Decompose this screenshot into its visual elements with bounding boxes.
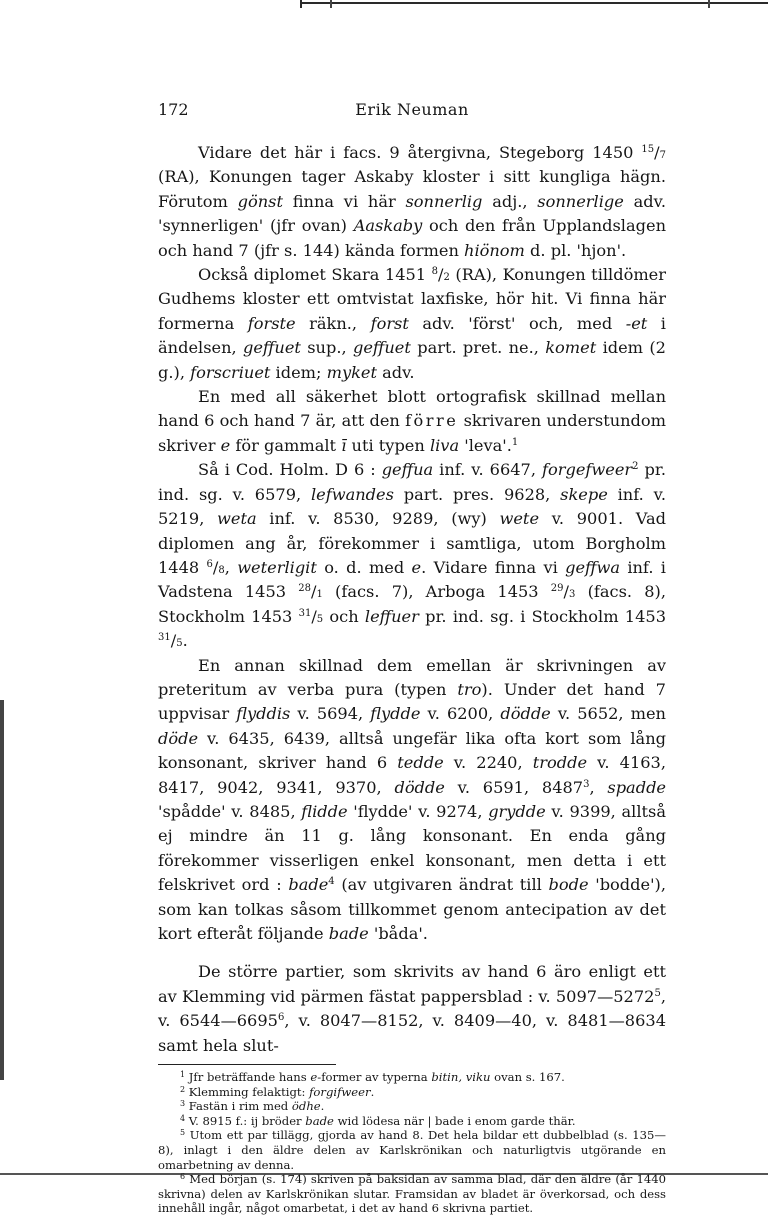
text-run: adj., [482, 191, 538, 211]
footnote [158, 1099, 666, 1114]
text-run: 'flydde' v. 9274, [347, 801, 489, 821]
text-run: inf. v. 8530, 9289, (wy) [256, 509, 500, 529]
italic-term: trodde [532, 753, 588, 773]
italic-term: geffuet [242, 338, 301, 358]
running-header [158, 100, 666, 124]
text-run: 'båda'. [368, 924, 428, 943]
scan-tick [330, 0, 332, 8]
text-run: Klemming felaktigt: [188, 1084, 310, 1099]
text-run: v. 5694, [290, 704, 371, 724]
text-run: v. 4163, 8417, 9042, 9341, 9370, [158, 753, 666, 797]
fraction-part: 5 [654, 987, 661, 999]
fraction-part: 5 [176, 638, 183, 650]
paragraph [158, 960, 666, 1058]
text-run: idem; [270, 362, 327, 382]
text-run: adv. [377, 362, 415, 382]
text-run: / [212, 557, 219, 577]
footnote-number: 4 [180, 1113, 186, 1123]
italic-term: grydde [488, 801, 546, 821]
text-run: / [170, 631, 177, 651]
fraction-part: 7 [659, 150, 666, 161]
italic-term: spadde [607, 777, 667, 797]
paragraph [158, 141, 666, 263]
footnote [158, 1085, 666, 1100]
text-run: och [323, 606, 365, 626]
paragraphs [158, 141, 666, 1058]
text-run: sup., [300, 338, 353, 358]
text-run: finna vi här [282, 191, 406, 211]
text-run: inf. i Vadstena 1453 [158, 557, 666, 602]
text-run: och den från Upplandslagen och hand 7 (jfr s. 144) kända formen [158, 216, 666, 260]
text-run: Fastän i rim med [188, 1099, 292, 1114]
paragraph [158, 458, 666, 653]
text-run: , v. 8047—8152, v. 8409—40, v. 8481—8634 samt hela slut- [158, 1011, 666, 1055]
italic-term: forste [247, 313, 296, 333]
text-run: / [563, 582, 569, 602]
text-run: Så i Cod. Holm. D 6 : [198, 460, 382, 480]
italic-term: flidde [301, 801, 348, 821]
scan-border-top [0, 0, 768, 8]
text-run: 'leva'. [459, 435, 512, 455]
text-run: ovan s. 167. [490, 1070, 565, 1085]
italic-term: liva [429, 435, 460, 455]
fraction-part: 31 [298, 607, 312, 619]
text-run: wid lödesa när | bade i enom garde thär. [333, 1113, 576, 1128]
italic-term: leffuer [364, 606, 419, 626]
text-run: , [589, 777, 608, 797]
text-run: / [311, 606, 317, 626]
text-run: V. 8915 f.: ij bröder [188, 1113, 306, 1128]
italic-term: forgifweer [309, 1084, 371, 1099]
scan-tick [708, 0, 710, 8]
text-run: / [311, 582, 317, 602]
italic-term: forgefweer [541, 460, 633, 480]
text-run: idem (2 g.), [158, 338, 666, 382]
italic-term: flydde [370, 704, 421, 724]
text-run: 'bodde'), som kan tolkas såsom tillkommet genom antecipation av det kort efteråt följande [158, 875, 667, 943]
fraction-part: 6 [206, 558, 213, 570]
italic-term: e [310, 1070, 318, 1085]
paragraph [158, 385, 666, 458]
running-title: Erik Neuman [355, 100, 469, 119]
fraction-part: 5 [316, 613, 324, 625]
fraction-part: 29 [550, 583, 564, 595]
text-run: förre [405, 411, 459, 431]
scan-line [300, 2, 768, 4]
text-run: En annan skillnad dem emellan är skrivningen av preteritum av verba pura (typen [158, 655, 666, 699]
italic-term: forscriuet [190, 362, 271, 382]
text-run: o. d. med [316, 557, 412, 577]
text-run: Jfr beträffande hans [188, 1070, 311, 1085]
text-run: part. pret. ne., [410, 338, 546, 358]
footnote-number: 2 [180, 1084, 186, 1094]
scan-border-left [0, 700, 4, 1080]
text-run: v. 9001. Vad diplomen ang år, förekommer i samtliga, utom Borgholm 1448 [158, 509, 666, 577]
text-run: En med all säkerhet blott ortografisk skillnad mellan hand 6 och hand 7 är, att den [158, 387, 666, 431]
text-run: v. 6200, [420, 704, 501, 724]
text-run: v. 2240, [443, 753, 533, 773]
text-run: (av utgivaren ändrat till [334, 875, 549, 895]
fraction-part: 15 [641, 144, 655, 155]
scan-tick [300, 0, 302, 8]
italic-term: dödde [500, 704, 551, 724]
footnote-number: 3 [180, 1099, 186, 1109]
italic-term: -et [625, 313, 648, 333]
footnote [158, 1114, 666, 1129]
text-run: Utom ett par tillägg, gjorda av hand 8. Det hela bildar ett dubbelblad (s. 135—8), inlagt i den äldre delen av Karlskrönikan och naturligtvis utgörande en omarbetning av denna. [158, 1128, 666, 1172]
italic-term: bade [288, 875, 329, 895]
text-run: , [224, 557, 238, 577]
italic-term: wete [499, 509, 540, 529]
text-run: inf. v. 5219, [158, 484, 666, 529]
text-run: skrivaren understundom skriver [158, 411, 667, 455]
italic-term: bitin, viku [431, 1070, 491, 1085]
text-run: , v. 6544—6695 [158, 986, 666, 1031]
text-run: Också diplomet Skara 1451 [198, 265, 432, 285]
text-run: inf. v. 6647, [433, 460, 542, 480]
fraction-part: 2 [632, 461, 639, 473]
text-run: / [654, 143, 660, 162]
italic-term: bode [548, 875, 589, 895]
italic-term: weta [217, 509, 257, 529]
fraction-part: 8 [431, 266, 439, 278]
text-run: part. pres. 9628, [393, 484, 561, 504]
fraction-part: 31 [158, 632, 171, 644]
text-run: (facs. 7), Arboga 1453 [322, 582, 551, 602]
text-run: (RA), Konungen tilldömer Gudhems kloster ett omtvistat laxfiske, hör hit. Vi finna här formerna [158, 265, 666, 333]
text-run: för gammalt [230, 435, 342, 455]
text-run: v. 9399, alltså ej mindre än 11 g. lång konsonant. En enda gång förekommer visserligen enkel konsonant, men detta i ett felskrivet ord : [158, 801, 666, 895]
text-run: / [438, 265, 444, 285]
text-run: 'spådde' v. 8485, [158, 801, 302, 821]
italic-term: döde [158, 728, 199, 748]
footnote-rule [158, 1064, 336, 1065]
fraction-part: 28 [298, 583, 311, 595]
italic-term: skepe [560, 484, 608, 504]
text-run: pr. ind. sg. i Stockholm 1453 [418, 606, 666, 626]
italic-term: e [220, 435, 231, 455]
text-run: v. 6435, 6439, alltså ungefär lika ofta kort som lång konsonant, skriver hand 6 [158, 728, 666, 773]
text-run: d. pl. 'hjon'. [524, 240, 627, 260]
text-run: (RA), Konungen tager Askaby kloster i sitt kungliga hägn. Förutom [158, 167, 666, 211]
text-run: . [320, 1099, 325, 1114]
italic-term: e [411, 557, 422, 577]
footnote-number: 6 [180, 1172, 186, 1182]
italic-term: lefwandes [310, 484, 394, 504]
paragraph [158, 654, 666, 947]
italic-term: myket [326, 362, 378, 382]
text-run: v. 6591, 8487 [444, 777, 584, 797]
body-text [158, 141, 666, 1216]
fraction-part: 8 [218, 564, 225, 576]
text-run: Med början (s. 174) skriven på baksidan av samma blad, där den äldre (år 1440 skrivna) delen av Karlskrönikan slutar. Framsidan av bladet är överkorsad, och dess innehåll ingår, något omarbetat, i det av hand 6 skrivna partiet. [158, 1172, 667, 1216]
fraction-part: 1 [511, 436, 519, 448]
text-run: v. 5652, men [550, 704, 666, 724]
fraction-part: 4 [328, 876, 335, 888]
text-run: . [370, 1084, 375, 1099]
text-run: . [182, 631, 188, 651]
fraction-part: 3 [583, 778, 590, 790]
footnote-number: 1 [180, 1070, 186, 1080]
italic-term: bade [305, 1113, 334, 1128]
fraction-part: 1 [316, 589, 323, 601]
text-run: De större partier, som skrivits av hand 6 äro enligt ett av Klemming vid pärmen fästat pappersblad : v. 5097—5272 [158, 962, 666, 1006]
italic-term: weterligit [237, 557, 317, 577]
text-run: (facs. 8), Stockholm 1453 [158, 582, 666, 626]
italic-term: gönst [237, 191, 283, 211]
text-run: adv. 'först' och, med [408, 313, 626, 333]
italic-term: flyddis [236, 704, 291, 724]
italic-term: ī [341, 435, 347, 455]
text-run: . Vidare finna vi [421, 557, 566, 577]
italic-term: sonnerlig [405, 191, 483, 211]
footnote-number: 5 [180, 1128, 186, 1138]
italic-term: geffua [381, 460, 434, 480]
italic-term: Aaskaby [353, 216, 423, 236]
page-number: 172 [158, 100, 189, 119]
italic-term: ödhe [291, 1099, 321, 1114]
italic-term: dödde [394, 777, 445, 797]
text-run: uti typen [346, 435, 430, 455]
text-run: pr. ind. sg. v. 6579, [158, 460, 666, 504]
footnote [158, 1070, 666, 1085]
paragraph [158, 263, 666, 385]
italic-term: geffuet [352, 338, 411, 358]
fraction-part: 2 [443, 272, 450, 284]
fraction-part: 6 [277, 1012, 285, 1024]
text-run: Vidare det här i facs. 9 återgivna, Stegeborg 1450 [198, 143, 642, 162]
text-run: i ändelsen, [158, 313, 666, 358]
footnote [158, 1128, 666, 1172]
italic-term: sonnerlige [537, 191, 624, 211]
text-run: adv. 'synnerligen' (jfr ovan) [158, 191, 666, 236]
italic-term: forst [370, 313, 409, 333]
italic-term: bade [328, 924, 369, 943]
fraction-part: 3 [569, 589, 576, 601]
italic-term: tro [457, 679, 482, 699]
footnote [158, 1172, 666, 1216]
footnotes [158, 1070, 666, 1216]
text-run: -former av typerna [317, 1070, 432, 1085]
italic-term: komet [545, 338, 597, 358]
text-run: räkn., [295, 313, 371, 333]
text-run: ). Under det hand 7 uppvisar [158, 679, 666, 724]
italic-term: geffwa [565, 557, 621, 577]
italic-term: tedde [397, 753, 444, 773]
italic-term: hiönom [464, 240, 525, 260]
